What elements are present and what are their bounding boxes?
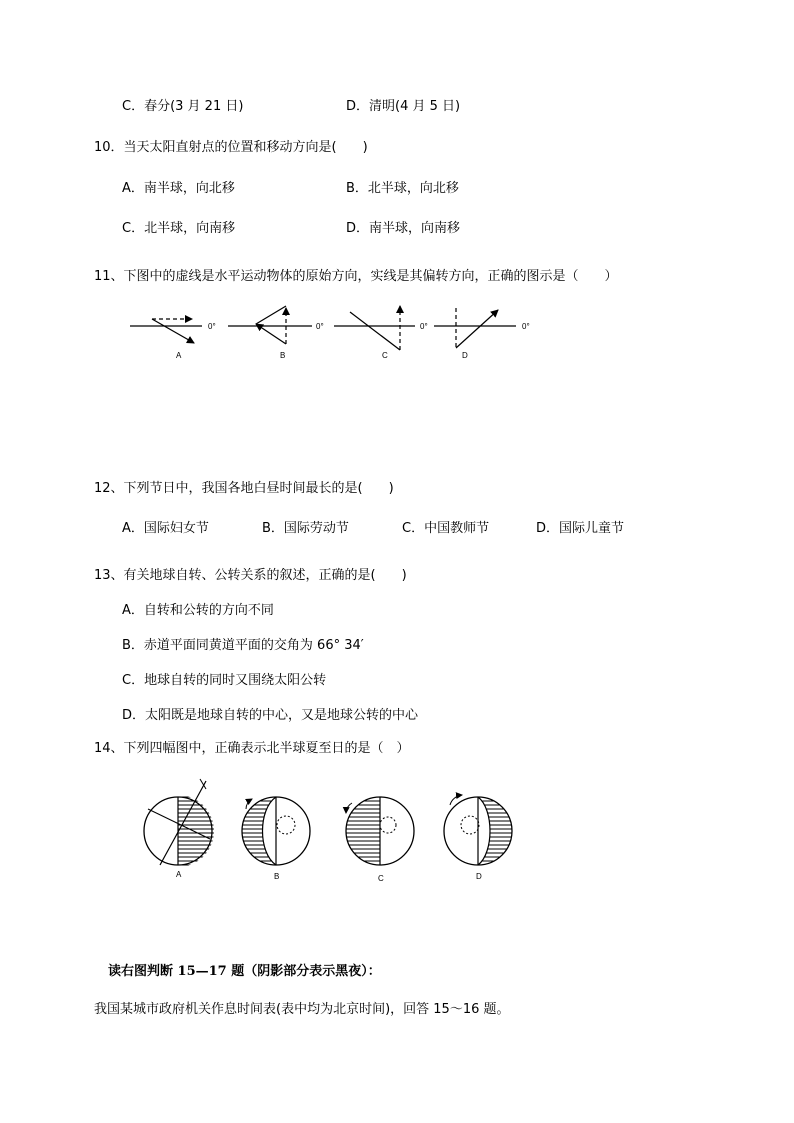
- q11-label-a: A: [176, 351, 182, 360]
- q12-option-b: B．国际劳动节: [262, 521, 349, 536]
- q11-lat-label-b: 0°: [316, 322, 324, 331]
- q11-stem: 11、下图中的虚线是水平运动物体的原始方向，实线是其偏转方向，正确的图示是（ ）: [94, 269, 618, 284]
- q11-lat-label-a: 0°: [208, 322, 216, 331]
- q14-label-b: B: [274, 872, 280, 881]
- q11-label-b: B: [280, 351, 286, 360]
- q14-solstice-figure: [140, 775, 530, 885]
- section-intro: 我国某城市政府机关作息时间表(表中均为北京时间)，回答 15～16 题。: [94, 1002, 510, 1017]
- q12-option-c: C．中国教师节: [402, 521, 490, 536]
- q13-stem: 13、有关地球自转、公转关系的叙述，正确的是( ): [94, 568, 407, 583]
- q11-label-d: D: [462, 351, 468, 360]
- q11-lat-label-c: 0°: [420, 322, 428, 331]
- q14-globe-c: [346, 797, 414, 883]
- q10-option-c: C．北半球，向南移: [122, 221, 236, 236]
- q11-label-c: C: [382, 351, 388, 360]
- q12-option-a: A．国际妇女节: [122, 521, 209, 536]
- q11-diagram-a: [130, 319, 216, 360]
- q14-label-c: C: [378, 874, 384, 883]
- q12-stem: 12、下列节日中，我国各地白昼时间最长的是( ): [94, 481, 394, 496]
- q14-globe-a: [144, 779, 214, 879]
- q14-label-a: A: [176, 870, 182, 879]
- q13-option-c: C．地球自转的同时又围绕太阳公转: [122, 673, 327, 688]
- q9-option-d: D．清明(4 月 5 日): [346, 99, 461, 114]
- q10-option-d: D．南半球，向南移: [346, 221, 461, 236]
- q10-stem: 10．当天太阳直射点的位置和移动方向是( ): [94, 140, 368, 155]
- q13-option-b: B．赤道平面同黄道平面的交角为 66° 34′: [122, 638, 364, 653]
- q14-stem: 14、下列四幅图中，正确表示北半球夏至日的是（ ）: [94, 741, 410, 756]
- q9-option-c: C．春分(3 月 21 日): [122, 99, 244, 114]
- q14-globe-b: [242, 797, 310, 881]
- q11-diagram-b: [228, 306, 324, 360]
- q11-lat-label-d: 0°: [522, 322, 530, 331]
- q10-option-b: B．北半球，向北移: [346, 181, 459, 196]
- q11-deflection-figure: [130, 300, 550, 364]
- q10-option-a: A．南半球，向北移: [122, 181, 235, 196]
- q13-option-d: D．太阳既是地球自转的中心，又是地球公转的中心: [122, 708, 419, 723]
- q11-diagram-d: [434, 308, 530, 360]
- q11-diagram-c: [334, 306, 428, 360]
- q13-option-a: A．自转和公转的方向不同: [122, 603, 274, 618]
- q12-option-d: D．国际儿童节: [536, 521, 625, 536]
- q14-label-d: D: [476, 872, 482, 881]
- q14-globe-d: [444, 795, 512, 881]
- section-heading: 读右图判断 15—17 题（阴影部分表示黑夜）：: [108, 964, 381, 979]
